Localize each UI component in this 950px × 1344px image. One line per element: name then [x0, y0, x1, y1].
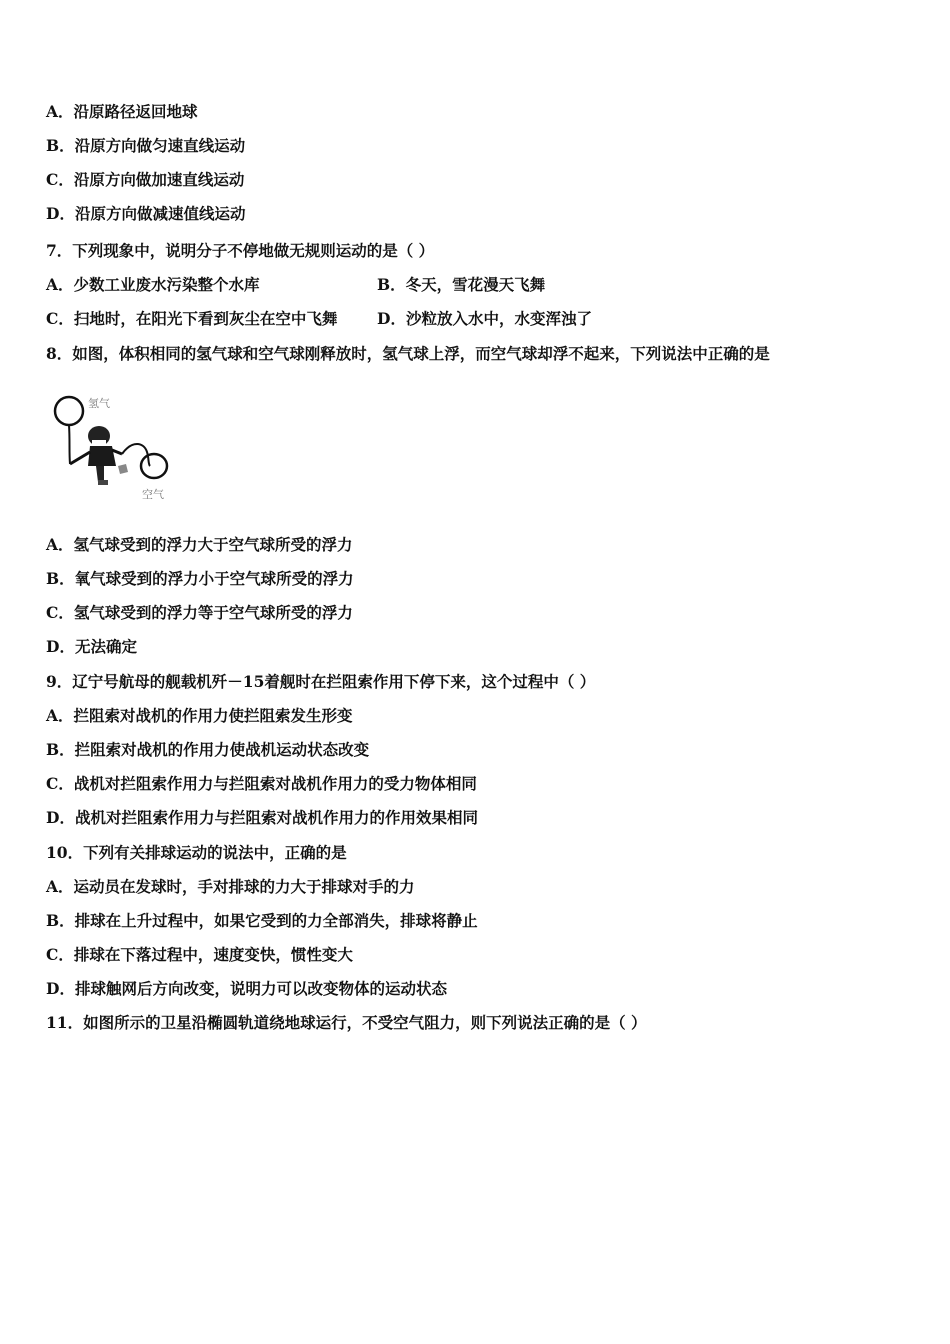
q9-option-d: D．战机对拦阻索作用力与拦阻索对战机作用力的作用效果相同: [46, 808, 478, 827]
q6-option-d: D．沿原方向做减速值线运动: [46, 204, 246, 223]
q9-option-c: C．战机对拦阻索作用力与拦阻索对战机作用力的受力物体相同: [46, 774, 477, 793]
q7-option-a: A．少数工业废水污染整个水库: [46, 275, 260, 294]
q8-option-b: B．氧气球受到的浮力小于空气球所受的浮力: [46, 569, 354, 588]
hydrogen-balloon: [55, 397, 83, 425]
q10-stem: 10．下列有关排球运动的说法中，正确的是: [46, 843, 347, 862]
label-hydrogen: 氢气: [88, 397, 110, 410]
child-arm-left: [70, 452, 90, 464]
q10-option-d: D．排球触网后方向改变，说明力可以改变物体的运动状态: [46, 979, 447, 998]
q7-stem: 7．下列现象中，说明分子不停地做无规则运动的是（ ）: [46, 241, 435, 260]
label-air: 空气: [142, 488, 164, 501]
q6-option-c: C．沿原方向做加速直线运动: [46, 170, 245, 189]
child-arm-right: [112, 450, 122, 454]
q9-stem: 9．辽宁号航母的舰载机歼－15着舰时在拦阻索作用下停下来，这个过程中（ ）: [46, 672, 596, 691]
balloon-figure: [52, 390, 182, 508]
q7-option-c: C．扫地时，在阳光下看到灰尘在空中飞舞: [46, 309, 338, 328]
q10-option-b: B．排球在上升过程中，如果它受到的力全部消失，排球将静止: [46, 911, 478, 930]
hydrogen-balloon-string: [69, 425, 70, 464]
air-balloon-string: [122, 444, 150, 466]
q8-option-a: A．氢气球受到的浮力大于空气球所受的浮力: [46, 535, 353, 554]
q8-option-c: C．氢气球受到的浮力等于空气球所受的浮力: [46, 603, 353, 622]
q6-option-b: B．沿原方向做匀速直线运动: [46, 136, 246, 155]
balloon-illustration: [52, 390, 182, 508]
air-balloon: [141, 454, 167, 478]
q10-option-a: A．运动员在发球时，手对排球的力大于排球对手的力: [46, 877, 415, 896]
q9-option-b: B．拦阻索对战机的作用力使战机运动状态改变: [46, 740, 370, 759]
q8-stem: 8．如图，体积相同的氢气球和空气球刚释放时，氢气球上浮，而空气球却浮不起来，下列说法中正确的是: [46, 344, 770, 363]
q10-option-c: C．排球在下落过程中，速度变快，惯性变大: [46, 945, 353, 964]
q9-option-a: A．拦阻索对战机的作用力使拦阻索发生形变: [46, 706, 353, 725]
child-foot: [98, 480, 108, 485]
child-leg: [96, 466, 104, 482]
child-body: [88, 446, 116, 466]
q8-option-d: D．无法确定: [46, 637, 137, 656]
q6-option-a: A．沿原路径返回地球: [46, 102, 198, 121]
q11-stem: 11．如图所示的卫星沿椭圆轨道绕地球运行，不受空气阻力，则下列说法正确的是（ ）: [46, 1013, 647, 1032]
q7-option-b: B．冬天，雪花漫天飞舞: [377, 275, 546, 294]
q7-option-d: D．沙粒放入水中，水变浑浊了: [377, 309, 592, 328]
child-hand: [118, 464, 128, 474]
child-face: [92, 440, 106, 446]
